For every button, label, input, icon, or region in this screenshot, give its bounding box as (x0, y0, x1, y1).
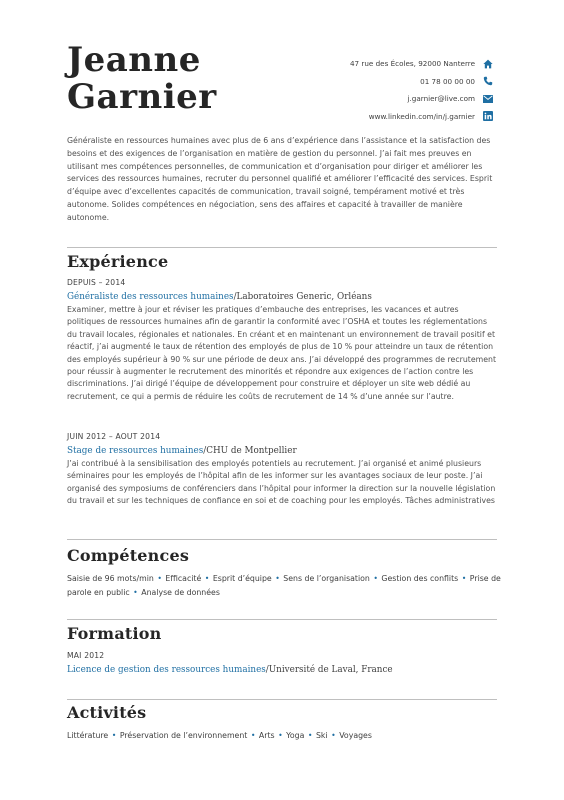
education-title (67, 665, 393, 675)
contact-phone (350, 73, 493, 91)
bullet-separator: • (307, 731, 313, 740)
job-role: Stage de ressources humaines (67, 446, 204, 456)
email-text[interactable]: j.garnier@live.com (407, 94, 475, 104)
linkedin-icon (482, 111, 493, 122)
activity-item: Préservation de l’environnement (119, 731, 248, 740)
contact-email[interactable] (350, 90, 493, 108)
skill-item: Prise de parole en public (67, 574, 501, 597)
skills-heading: Compétences (67, 546, 190, 565)
first-name: Jeanne (67, 40, 201, 80)
bullet-separator: • (204, 574, 210, 583)
school-name: /Université de Laval, France (265, 665, 393, 675)
job-description: Examiner, mettre à jour et réviser les pratiques d’embauche des entreprises, les vacances et autres politiques de ressources humaines afin de garantir la conformité avec l’OSHA et toutes les réglementations du travail locales, régionales et nationales. En créant et en maintenant un environnement de travail positif et réactif, j’ai augmenté le taux de rétention des employés de plus de 10 % pour atteindre un taux de rétention des employés supérieur à 90 % sur une période de deux ans. J’ai développé des programmes de recrutement pour réussir à augmenter le recrutement des minorités et répondre aux exigences de l’action contre les discriminations. J’ai dirigé l’équipe de développement pour construire et déployer un site web dédié au recrutement, ce qui a permis de réduire les coûts de recrutement de 14 % d’une année sur l’autre. (67, 305, 497, 401)
skill-item: Saisie de 96 mots/min (67, 574, 154, 583)
section-divider (67, 247, 497, 248)
bullet-separator: • (111, 731, 117, 740)
job-organization: /CHU de Montpellier (203, 446, 297, 456)
skill-item: Efficacité (165, 574, 202, 583)
bullet-separator: • (331, 731, 336, 740)
skill-item: Gestion des conflits (381, 574, 459, 583)
section-divider (67, 539, 497, 540)
section-divider (67, 699, 497, 700)
skill-item: Esprit d’équipe (212, 574, 272, 583)
experience-heading: Expérience (67, 252, 169, 271)
skill-item: Analyse de données (141, 587, 220, 597)
activity-item: Yoga (286, 731, 305, 740)
degree-name: Licence de gestion des ressources humaines (67, 665, 266, 675)
activity-item: Ski (315, 731, 328, 740)
linkedin-text[interactable]: www.linkedin.com/in/j.garnier (368, 111, 475, 121)
bullet-separator: • (461, 574, 467, 583)
job-role: Généraliste des ressources humaines (67, 292, 234, 302)
bullet-separator: • (373, 574, 378, 583)
envelope-icon (482, 93, 493, 104)
bullet-separator: • (133, 587, 138, 597)
activities-list (67, 729, 502, 743)
job-title (67, 446, 297, 456)
activity-item: Littérature (67, 731, 109, 740)
job-description: J’ai contribué à la sensibilisation des employés potentiels au recrutement. J’ai organisé et animé plusieurs séminaires pour les employés de l’hôpital afin de les informer sur les avantages sociaux de leur poste. J’ai organisé des symposiums de conférenciers dans l’hôpital pour informer la direction sur la nouvelle législation du travail et sur les techniques de confiance en soi et de coaching pour les employés. Tâches administratives (67, 459, 496, 506)
activity-item: Voyages (339, 731, 372, 740)
profile-summary: Généraliste en ressources humaines avec plus de 6 ans d’expérience dans l’assistance et la satisfaction des besoins et des exigences de l’organisation en matière de gestion du personnel. J’ai fait mes preuves en utilisant mes compétences personnelles, de communication et d’organisation pour diriger et améliorer les services des ressources humaines, recruter du personnel qualifié et améliorer l’efficacité des services. Esprit d’équipe avec d’excellentes capacités de communication, travail soigné, tempérament motivé et très autonome. Solides compétences en négociation, sens des affaires et capacité à travailler de manière autonome. (67, 136, 493, 222)
job-organization: /Laboratoires Generic, Orléans (233, 292, 372, 302)
job-date: JUIN 2012 – AOUT 2014 (67, 432, 161, 441)
activity-item: Arts (258, 731, 275, 740)
bullet-separator: • (157, 574, 162, 583)
job-title (67, 292, 372, 302)
phone-text: 01 78 00 00 00 (420, 76, 475, 86)
activities-heading: Activités (67, 703, 147, 722)
contact-block (350, 55, 493, 125)
education-heading: Formation (67, 624, 162, 643)
candidate-name (67, 42, 217, 116)
skills-list (67, 572, 502, 599)
contact-linkedin[interactable] (350, 108, 493, 126)
education-date: MAI 2012 (67, 651, 105, 660)
contact-address (350, 55, 493, 73)
home-icon (482, 58, 493, 69)
bullet-separator: • (278, 731, 283, 740)
skill-item: Sens de l’organisation (283, 574, 370, 583)
address-text: 47 rue des Écoles, 92000 Nanterre (349, 59, 475, 69)
last-name: Garnier (67, 77, 217, 117)
job-date: DEPUIS – 2014 (67, 278, 126, 287)
phone-icon (482, 76, 493, 87)
bullet-separator: • (275, 574, 280, 583)
section-divider (67, 619, 497, 620)
bullet-separator: • (250, 731, 256, 740)
